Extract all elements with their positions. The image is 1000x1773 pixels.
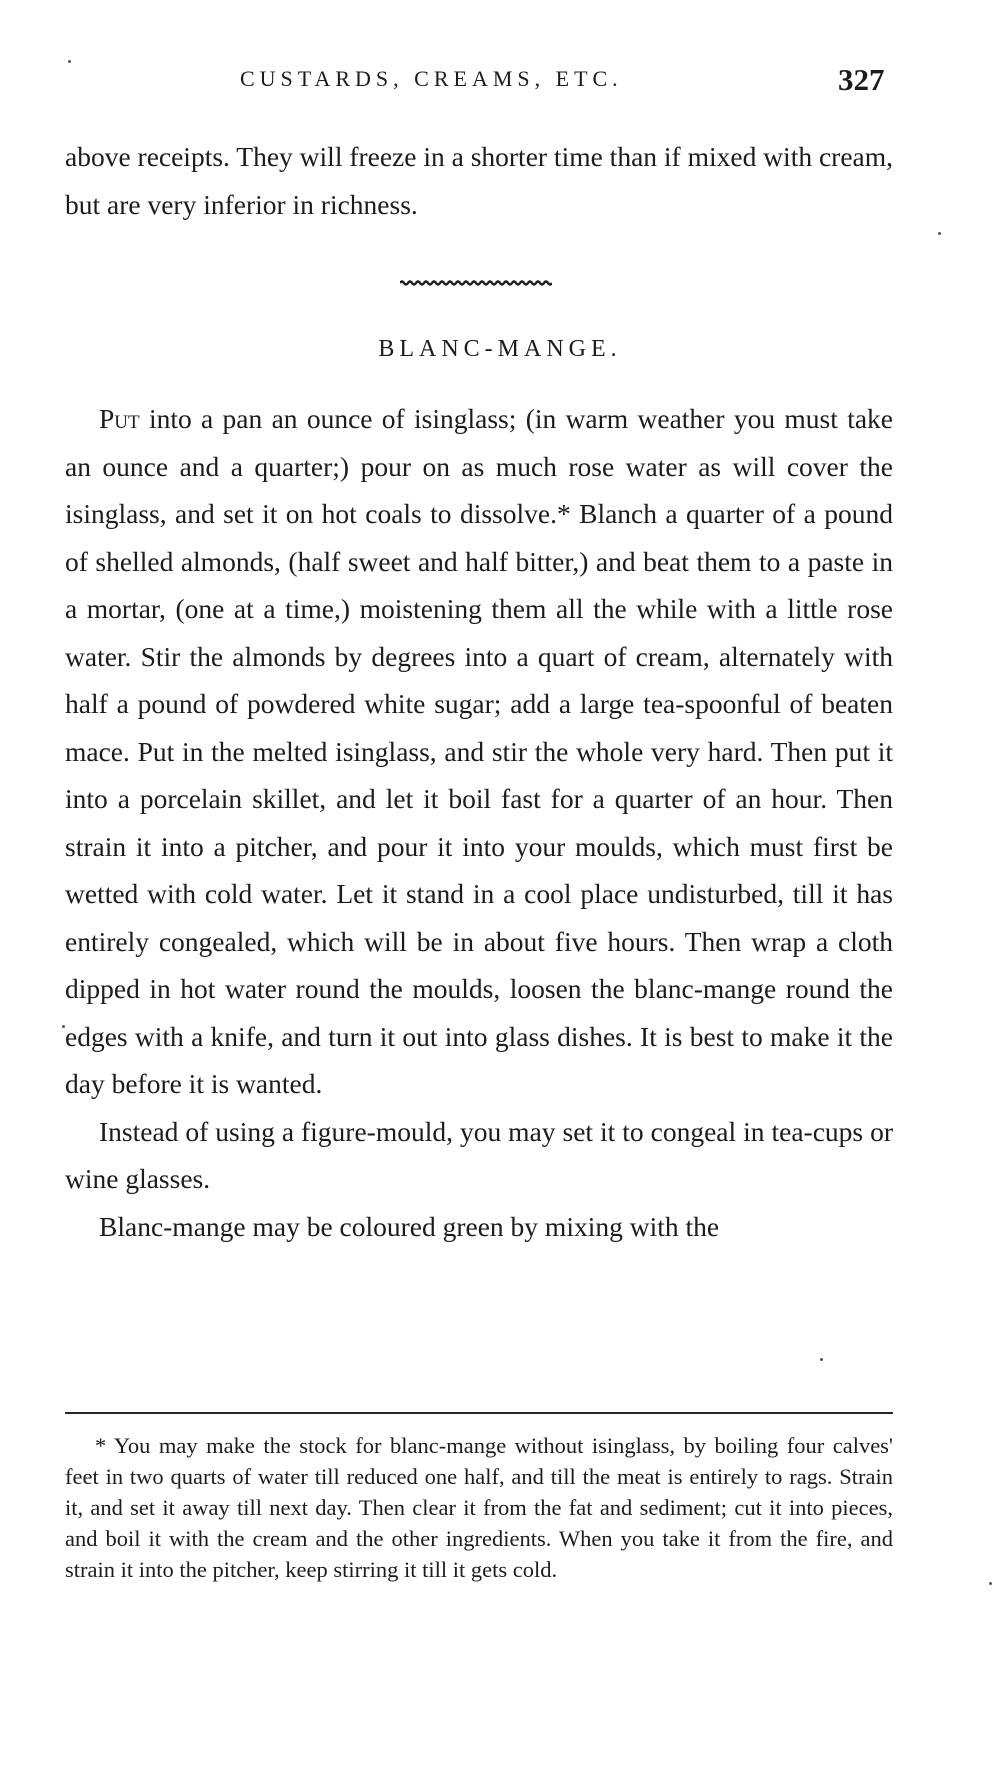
wavy-divider-ornament bbox=[400, 279, 552, 287]
print-speck bbox=[62, 1025, 65, 1028]
intro-paragraph: above receipts. They will freeze in a shorter time than if mixed with cream, but are very inferior in richness. bbox=[65, 141, 893, 220]
drop-word: Put bbox=[99, 403, 140, 434]
recipe-paragraph-body: into a pan an ounce of isinglass; (in warm weather you must take an ounce and a quarter;) pour on as much rose water as will cover the isinglass, and set it on hot coals to dissolve.* Blanch a quarter of a pound of shelled almonds, (half sweet and half bitter,) and beat them to a paste in a mortar, (one at a time,) moistening them all the while with a little rose water. Stir the almonds by degrees into a quart of cream, alternately with half a pound of powdered white sugar; add a large tea-spoonful of beaten mace. Put in the melted isinglass, and stir the whole very hard. Then put it into a porcelain skillet, and let it boil fast for a quarter of an hour. Then strain it into a pitcher, and pour it into your moulds, which must first be wetted with cold water. Let it stand in a cool place undisturbed, till it has entirely congealed, which will be in about five hours. Then wrap a cloth dipped in hot water round the moulds, loosen the blanc-mange round the edges with a knife, and turn it out into glass dishes. It is best to make it the day before it is wanted. bbox=[65, 403, 893, 1099]
recipe-paragraph: Instead of using a figure-mould, you may set it to congeal in tea-cups or wine glasses. bbox=[65, 1115, 893, 1194]
recipe-paragraph: Blanc-mange may be coloured green by mixing with the bbox=[99, 1210, 720, 1242]
running-title: CUSTARDS, CREAMS, ETC. bbox=[240, 66, 623, 91]
footnote: * You may make the stock for blanc-mange without isinglass, by boiling four calves' feet in two quarts of water till reduced one half, and till the meat is entirely to rags. Strain it, and set it away till next day. Then clear it from the fat and sediment; cut it into pieces, and boil it with the cream and the other ingredients. When you take it from the fire, and strain it into the pitcher, keep stirring it till it gets cold. bbox=[65, 1433, 893, 1582]
print-speck bbox=[938, 232, 941, 235]
recipe-paragraph bbox=[65, 395, 893, 1108]
recipe-text bbox=[65, 395, 893, 1250]
page-number: 327 bbox=[838, 62, 885, 97]
print-speck bbox=[68, 60, 71, 63]
print-speck bbox=[820, 1358, 823, 1361]
section-title: BLANC-MANGE. bbox=[378, 336, 622, 362]
print-speck bbox=[989, 1582, 992, 1585]
footnote-divider bbox=[65, 1412, 893, 1414]
